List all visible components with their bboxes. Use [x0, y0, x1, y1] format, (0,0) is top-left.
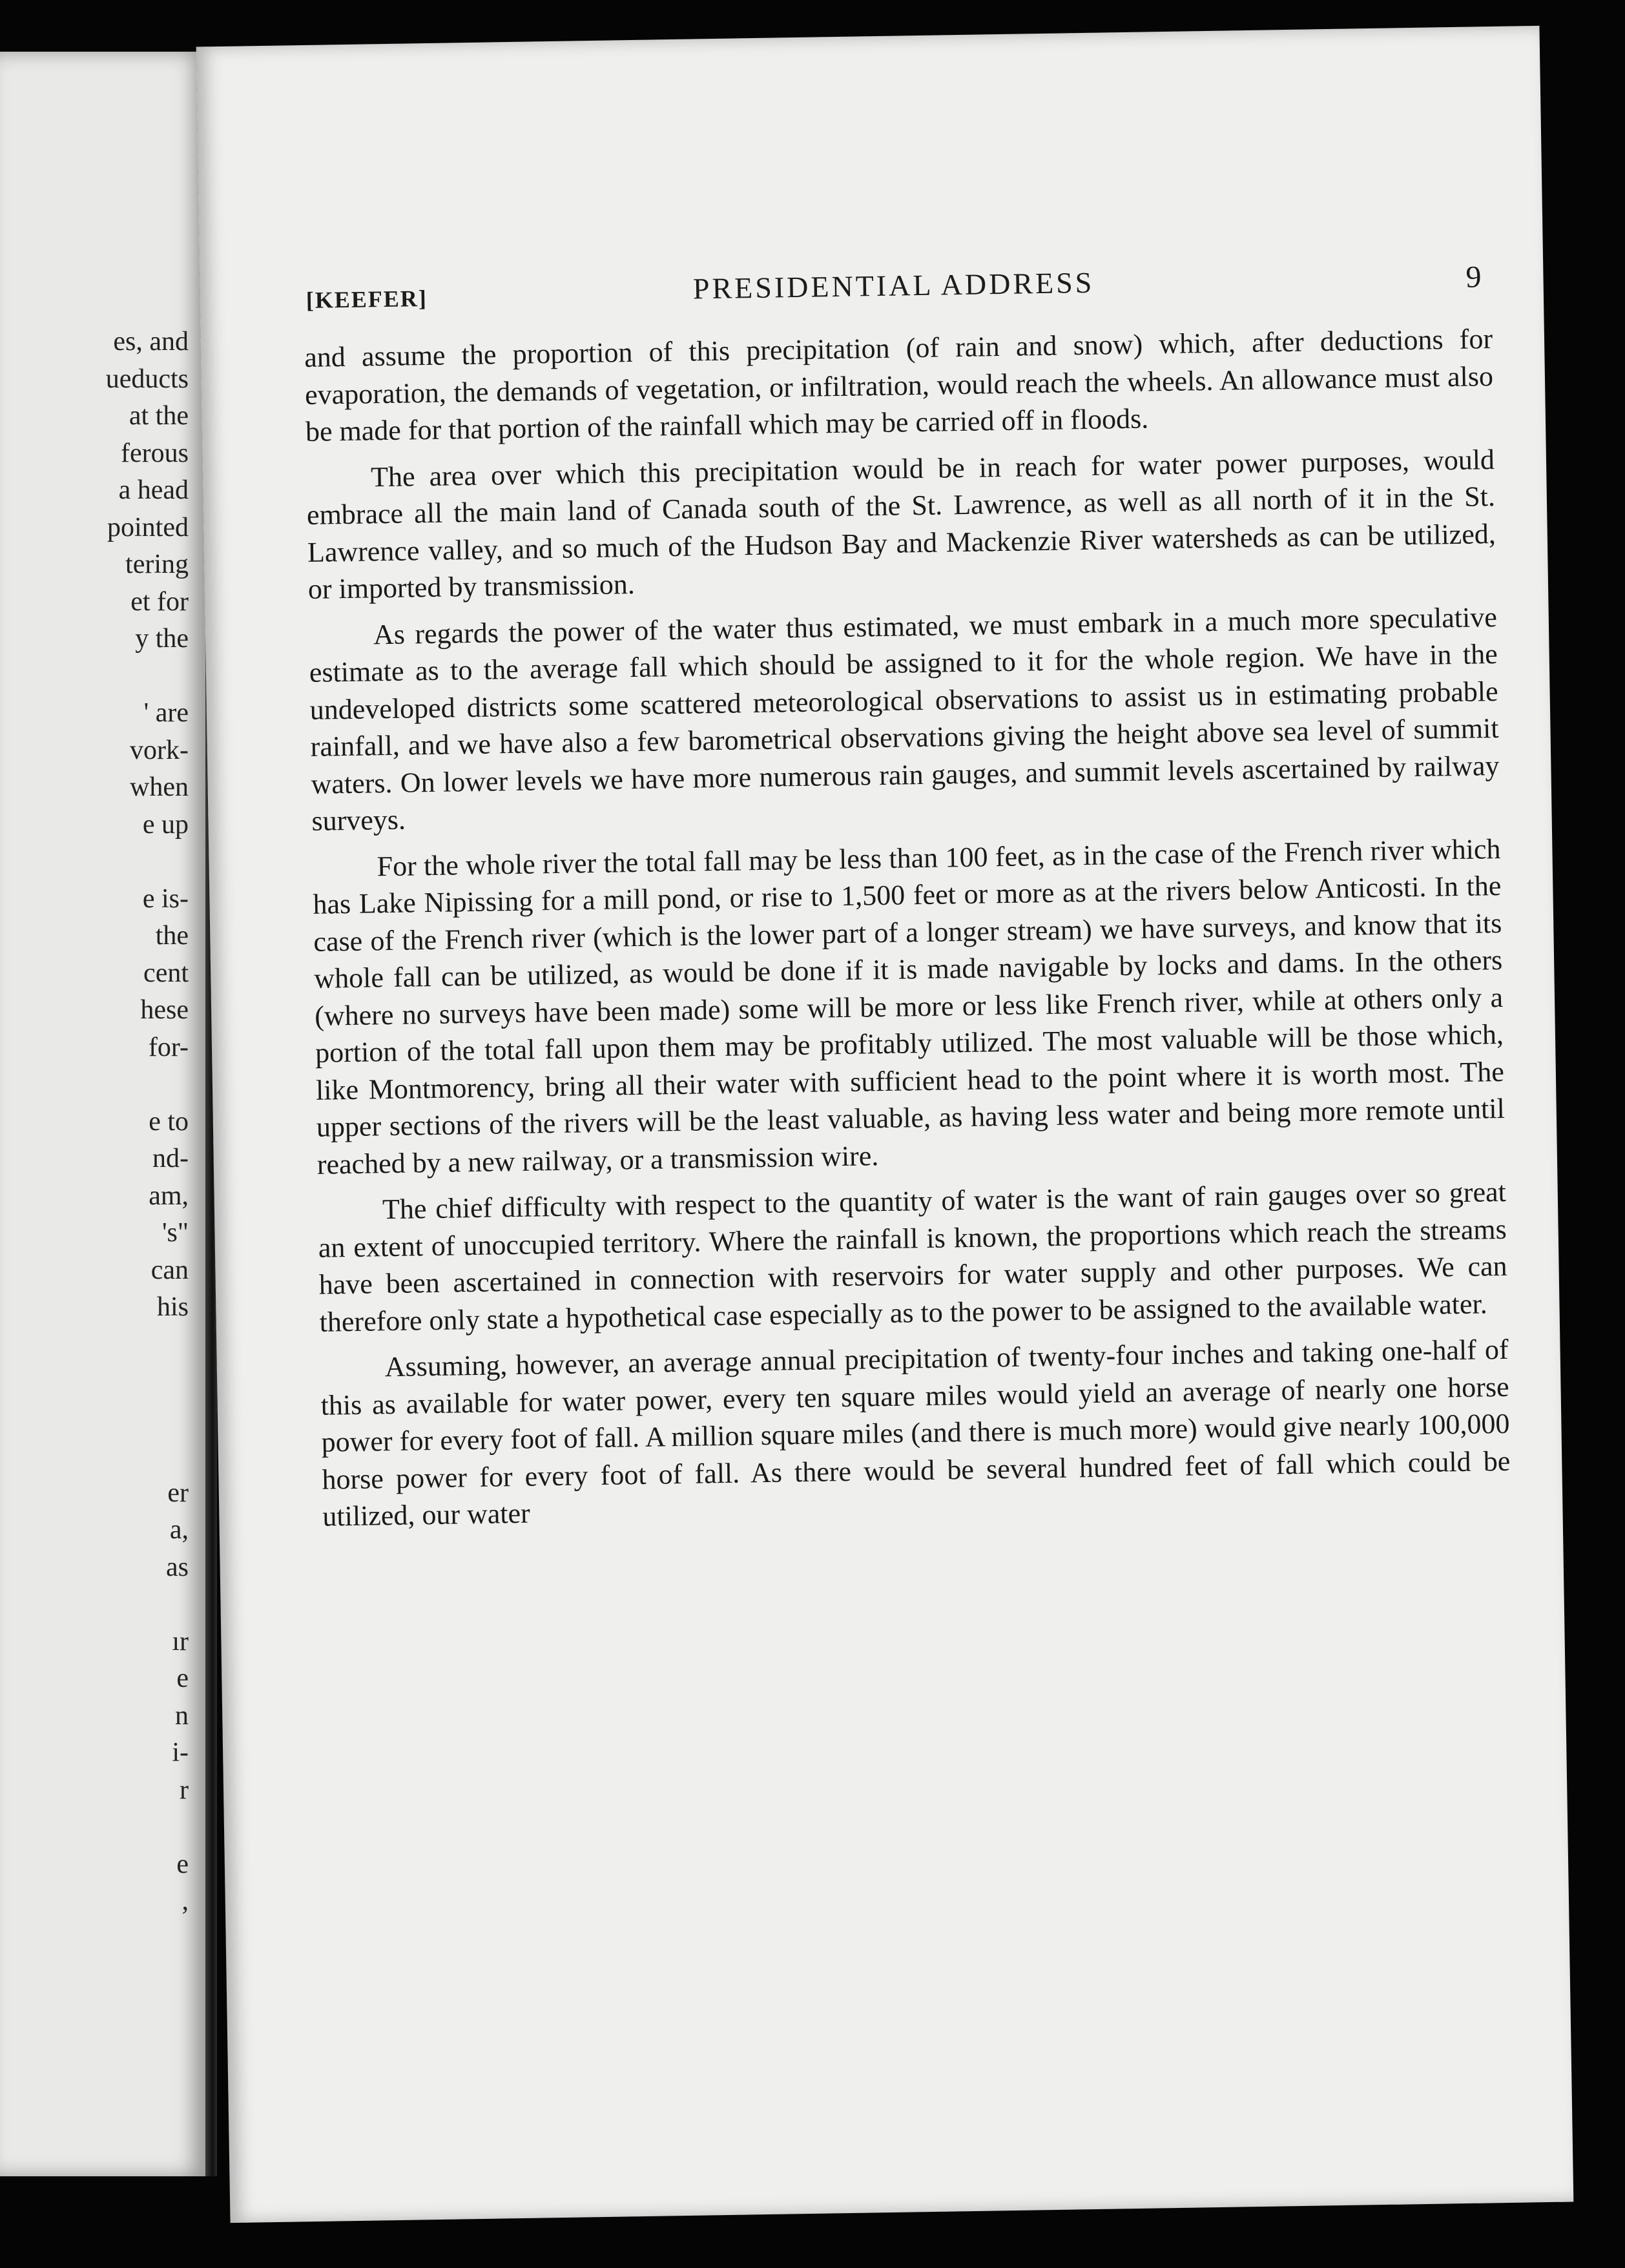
left-page-fragment: e	[176, 1849, 189, 1879]
left-page-fragment: at the	[129, 401, 189, 431]
paragraph: For the whole river the total fall may be less than 100 feet, as in the case of the French river which has Lake Nipissing for a mill pond, or rise to 1,500 feet or more as at the rivers below Anticosti. In the case of the French river (which is the lower part of a longer stream) we have surveys, and know that its whole fall can be utilized, as would be done if it is made navigable by locks and dams. In the others (where no surveys have been made) some will be more or less like French river, while at others only a portion of the total fall upon them may be profitably utilized. The most valuable will be those which, like Montmorency, bring all their water with sufficient head to the point where it is worth most. The upper sections of the rivers will be the least valuable, as having less water and being more remote until reached by a new railway, or a transmission wire.	[313, 832, 1506, 1180]
left-facing-page	[0, 52, 205, 2176]
left-page-fragment: n	[175, 1700, 189, 1731]
left-page-fragment: ır	[172, 1626, 189, 1656]
left-page-fragment	[14, 849, 189, 874]
left-page-fragment: nd-	[152, 1144, 189, 1173]
right-page	[196, 26, 1574, 2223]
left-page-fragment: ' are	[143, 698, 189, 728]
left-page-fragment	[14, 664, 189, 688]
page-number: 9	[1465, 260, 1482, 294]
left-page-fragment: hese	[140, 995, 189, 1025]
left-page-fragment: tering	[125, 550, 189, 579]
left-page-fragment: ,	[181, 1886, 189, 1916]
left-page-fragment	[14, 1072, 189, 1097]
left-page-fragment: ferous	[121, 438, 189, 468]
left-page-fragment: a head	[118, 475, 189, 505]
left-page-fragment: as	[166, 1552, 189, 1582]
left-page-fragment: when	[130, 772, 189, 802]
left-page-fragment	[14, 1369, 189, 1394]
left-page-fragment: et for	[130, 586, 189, 617]
left-page-fragment: can	[150, 1255, 189, 1285]
left-page-fragment: e to	[149, 1106, 189, 1137]
header-title: PRESIDENTIAL ADDRESS	[692, 265, 1095, 305]
running-header	[305, 259, 1482, 316]
left-page-fragment: es, and	[113, 327, 189, 356]
left-page-fragment	[14, 1407, 189, 1431]
paragraph: The chief difficulty with respect to the quantity of water is the want of rain gauges over so great an extent of unoccupied territory. Where the rainfall is known, the proportions which reach the streams have been ascertained in connection with reservoirs for water supply and other purposes. We can therefore only state a hypothetical case especially as to the power to be assigned to the available water.	[318, 1175, 1507, 1338]
left-page-fragment: 's"	[161, 1218, 189, 1248]
left-page-fragment	[14, 1332, 189, 1357]
body-text	[304, 320, 1511, 1544]
left-page-fragment: a,	[169, 1515, 189, 1545]
left-page-fragment: e is-	[142, 883, 189, 914]
left-page-fragment: i-	[172, 1738, 189, 1768]
paragraph: and assume the proportion of this precipitation (of rain and snow) which, after deductions for evaporation, the demands of vegetation, or infiltration, would reach the wheels. An allowance must also be made for that portion of the rainfall which may be carried off in floods.	[304, 323, 1494, 448]
left-page-fragment	[14, 1592, 189, 1616]
left-page-fragment	[14, 1815, 189, 1839]
left-page-fragment: cent	[143, 958, 189, 988]
left-page-fragment: pointed	[107, 512, 189, 542]
left-page-fragment: vork-	[130, 735, 189, 765]
header-author: [KEEFER]	[305, 285, 428, 313]
left-page-fragment: for-	[148, 1032, 189, 1062]
left-page-fragment: r	[180, 1775, 189, 1805]
left-page-fragment: his	[156, 1292, 189, 1322]
left-page-fragment: e up	[142, 809, 189, 840]
left-page-fragment: er	[167, 1478, 189, 1508]
paragraph: Assuming, however, an average annual precipitation of twenty-four inches and taking one-half of this as available for water power, every ten square miles would yield an average of nearly one horse power for every foot of fall. A million square miles (and there is much more) would give nearly 100,000 horse power for every foot of fall. As there would be several hundred feet of fall which could be utilized, our water	[320, 1333, 1511, 1532]
left-page-fragment: am,	[149, 1180, 189, 1211]
paragraph: The area over which this precipitation would be in reach for water power purposes, would embrace all the main land of Canada south of the St. Lawrence, as well as all north of it in the St. Lawrence valley, and so much of the Hudson Bay and Mackenzie River watersheds as can be utilized, or imported by transmission.	[306, 443, 1496, 605]
left-page-fragment: ueducts	[105, 364, 189, 394]
paragraph: As regards the power of the water thus estimated, we must embark in a much more speculative estimate as to the average fall which should be assigned to it for the whole region. We have in the undeveloped districts some scattered meteorological observations to assist us in estimating probable rainfall, and we have also a few barometrical observations giving the height above sea level of summit waters. On lower levels we have more numerous rain gauges, and summit levels ascertained by railway surveys.	[309, 601, 1500, 837]
left-page-fragment: e	[176, 1664, 189, 1693]
left-page-fragment	[14, 1443, 189, 1468]
left-page-fragment: y the	[135, 624, 189, 654]
left-page-fragment: the	[155, 921, 189, 951]
